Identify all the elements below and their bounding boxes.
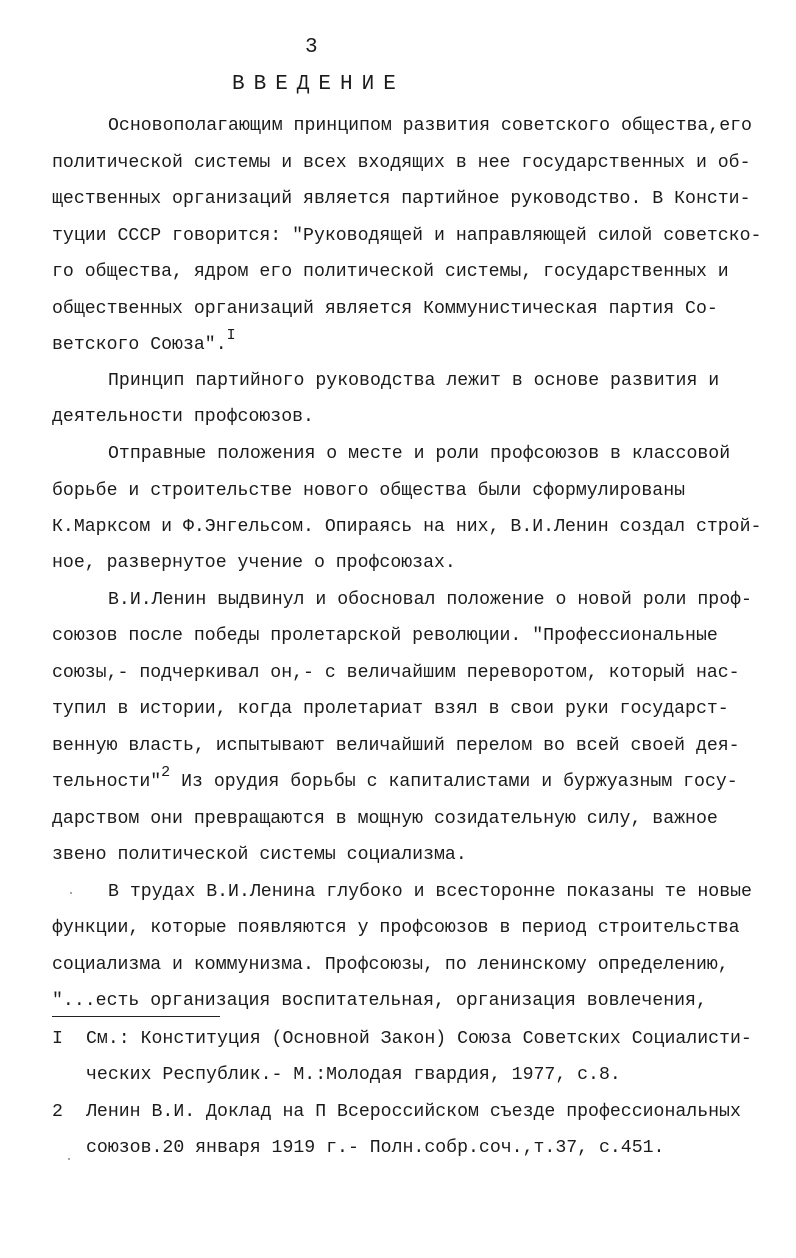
paragraph-line: Принцип партийного руководства лежит в основе развития и: [108, 371, 720, 391]
paragraph-line: политической системы и всех входящих в нее государственных и об-: [52, 153, 751, 173]
footnote-line: Ленин В.И. Доклад на П Всероссийском съезде профессиональных: [86, 1102, 741, 1122]
paragraph-line: [52, 327, 236, 358]
paragraph-line: К.Марксом и Ф.Энгельсом. Опираясь на них, В.И.Ленин создал строй-: [52, 517, 762, 537]
paragraph-line-text: Из орудия борьбы с капиталистами и буржуазным госу-: [170, 772, 738, 792]
paragraph-line: В трудах В.И.Ленина глубоко и всесторонне показаны те новые: [108, 882, 752, 902]
scan-speck: [68, 1158, 70, 1160]
paragraph-line: тупил в истории, когда пролетариат взял в свои руки государст-: [52, 699, 729, 719]
paragraph-line: союзы,- подчеркивал он,- с величайшим переворотом, который нас-: [52, 663, 740, 683]
paragraph-line: деятельности профсоюзов.: [52, 407, 314, 427]
footnote-number: I: [52, 1029, 63, 1049]
paragraph-line: функции, которые появляются у профсоюзов в период строительства: [52, 918, 740, 938]
paragraph-line: Основополагающим принципом развития советского общества,его: [108, 116, 752, 136]
footnote-line: ческих Республик.- М.:Молодая гвардия, 1977, с.8.: [86, 1065, 621, 1085]
paragraph-line: звено политической системы социализма.: [52, 845, 467, 865]
page-title: ВВЕДЕНИЕ: [232, 73, 405, 96]
paragraph-line: го общества, ядром его политической системы, государственных и: [52, 262, 729, 282]
paragraph-line: туции СССР говорится: "Руководящей и направляющей силой советско-: [52, 226, 762, 246]
paragraph-line: Отправные положения о месте и роли профсоюзов в классовой: [108, 444, 731, 464]
paragraph-line: дарством они превращаются в мощную созидательную силу, важное: [52, 809, 718, 829]
paragraph-line: ное, развернутое учение о профсоюзах.: [52, 553, 456, 573]
scan-speck: [70, 892, 72, 894]
footnote-line: союзов.20 января 1919 г.- Полн.собр.соч.,т.37, с.451.: [86, 1138, 665, 1158]
footnote-ref-1: I: [226, 327, 236, 344]
paragraph-line: [52, 764, 738, 795]
footnote-ref-2: 2: [161, 764, 171, 781]
footnote-number: 2: [52, 1102, 63, 1122]
footnote-line: См.: Конституция (Основной Закон) Союза Советских Социалисти-: [86, 1029, 752, 1049]
paragraph-line: В.И.Ленин выдвинул и обосновал положение о новой роли проф-: [108, 590, 752, 610]
paragraph-line: союзов после победы пролетарской революции. "Профессиональные: [52, 626, 718, 646]
paragraph-line-text: ветского Союза".: [52, 335, 227, 355]
paragraph-line: общественных организаций является Коммунистическая партия Со-: [52, 299, 718, 319]
footnote-separator: [52, 1016, 220, 1017]
paragraph-line: щественных организаций является партийное руководство. В Консти-: [52, 189, 751, 209]
paragraph-line-text: тельности": [52, 772, 162, 792]
paragraph-line: социализма и коммунизма. Профсоюзы, по ленинскому определению,: [52, 955, 729, 975]
page-number: 3: [305, 36, 318, 59]
paragraph-line: венную власть, испытывают величайший перелом во всей своей дея-: [52, 736, 740, 756]
paragraph-line: борьбе и строительстве нового общества были сформулированы: [52, 481, 686, 501]
paragraph-line: "...есть организация воспитательная, организация вовлечения,: [52, 991, 707, 1011]
